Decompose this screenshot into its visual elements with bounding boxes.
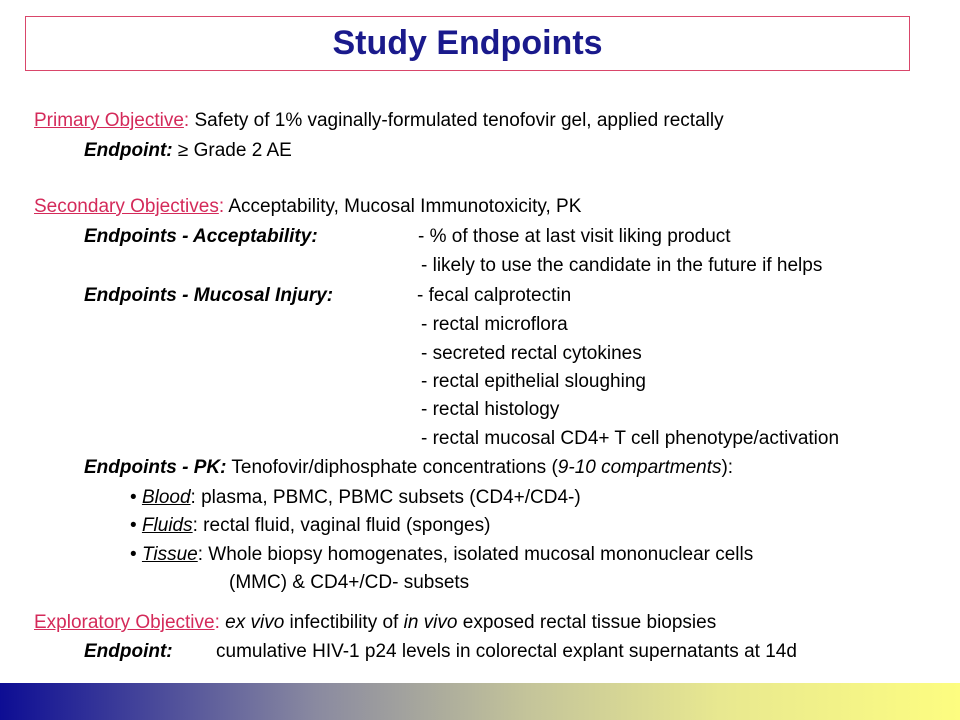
pk-line	[84, 456, 733, 480]
acceptability-item: - likely to use the candidate in the future if helps	[421, 255, 823, 276]
exploratory-endpoint-text: cumulative HIV-1 p24 levels in colorectal explant supernatants at 14d	[216, 641, 797, 662]
bullet-item	[130, 543, 753, 567]
pk-compartments: 9-10 compartments	[557, 457, 722, 478]
exploratory-endpoint-label-text: Endpoint:	[84, 641, 173, 662]
bullet-dot: •	[130, 487, 137, 508]
secondary-objective-heading: Secondary Objectives	[34, 196, 219, 217]
mucosal-item: - rectal microflora	[421, 314, 568, 335]
in-vivo-text: in vivo	[403, 612, 458, 633]
pk-label: Endpoints - PK:	[84, 457, 227, 478]
footer-gradient-bar	[0, 683, 960, 720]
secondary-objective-text: Acceptability, Mucosal Immunotoxicity, PK	[224, 196, 582, 217]
mucosal-injury-label: Endpoints - Mucosal Injury:	[84, 285, 334, 306]
bullet-dot: •	[130, 544, 137, 565]
mucosal-item: - rectal mucosal CD4+ T cell phenotype/activation	[421, 428, 840, 449]
pk-text-a: Tenofovir/diphosphate concentrations (	[226, 457, 558, 478]
bullet-term: Blood	[141, 487, 191, 508]
mucosal-item: - secreted rectal cytokines	[421, 343, 642, 364]
exploratory-text-1: infectibility of	[284, 612, 404, 633]
primary-objective-line: Primary Objective: Safety of 1% vaginally-formulated tenofovir gel, applied rectally	[34, 110, 724, 131]
mucosal-item: - rectal epithelial sloughing	[421, 371, 646, 392]
exploratory-objective-line: Exploratory Objective: ex vivo infectibility of in vivo exposed rectal tissue biopsies	[34, 612, 717, 633]
tissue-continuation: (MMC) & CD4+/CD- subsets	[229, 572, 470, 593]
acceptability-label: Endpoints - Acceptability:	[84, 226, 318, 247]
exploratory-text-2: exposed rectal tissue biopsies	[457, 612, 717, 633]
exploratory-endpoint-label	[84, 640, 173, 664]
primary-endpoint-label: Endpoint:	[84, 140, 173, 161]
primary-endpoint-text: ≥ Grade 2 AE	[172, 140, 292, 161]
bullet-dot: •	[130, 515, 137, 536]
bullet-text: : plasma, PBMC, PBMC subsets (CD4+/CD4-)	[190, 487, 581, 508]
pk-text-b: ):	[721, 457, 734, 478]
primary-objective-heading: Primary Objective	[34, 110, 184, 131]
bullet-text: : rectal fluid, vaginal fluid (sponges)	[192, 515, 491, 536]
primary-endpoint-line	[84, 139, 292, 163]
mucosal-item: - fecal calprotectin	[417, 285, 572, 306]
exploratory-objective-heading: Exploratory Objective	[34, 612, 215, 633]
secondary-objective-line: Secondary Objectives: Acceptability, Mucosal Immunotoxicity, PK	[34, 196, 582, 217]
acceptability-item: - % of those at last visit liking product	[418, 226, 731, 247]
primary-objective-text: Safety of 1% vaginally-formulated tenofovir gel, applied rectally	[189, 110, 724, 131]
bullet-item	[130, 486, 581, 510]
bullet-text: : Whole biopsy homogenates, isolated mucosal mononuclear cells	[197, 544, 754, 565]
bullet-item	[130, 514, 490, 538]
bullet-term: Fluids	[141, 515, 193, 536]
ex-vivo-text: ex vivo	[225, 612, 285, 633]
bullet-term: Tissue	[141, 544, 198, 565]
page-title: Study Endpoints	[332, 24, 603, 62]
mucosal-item: - rectal histology	[421, 399, 560, 420]
